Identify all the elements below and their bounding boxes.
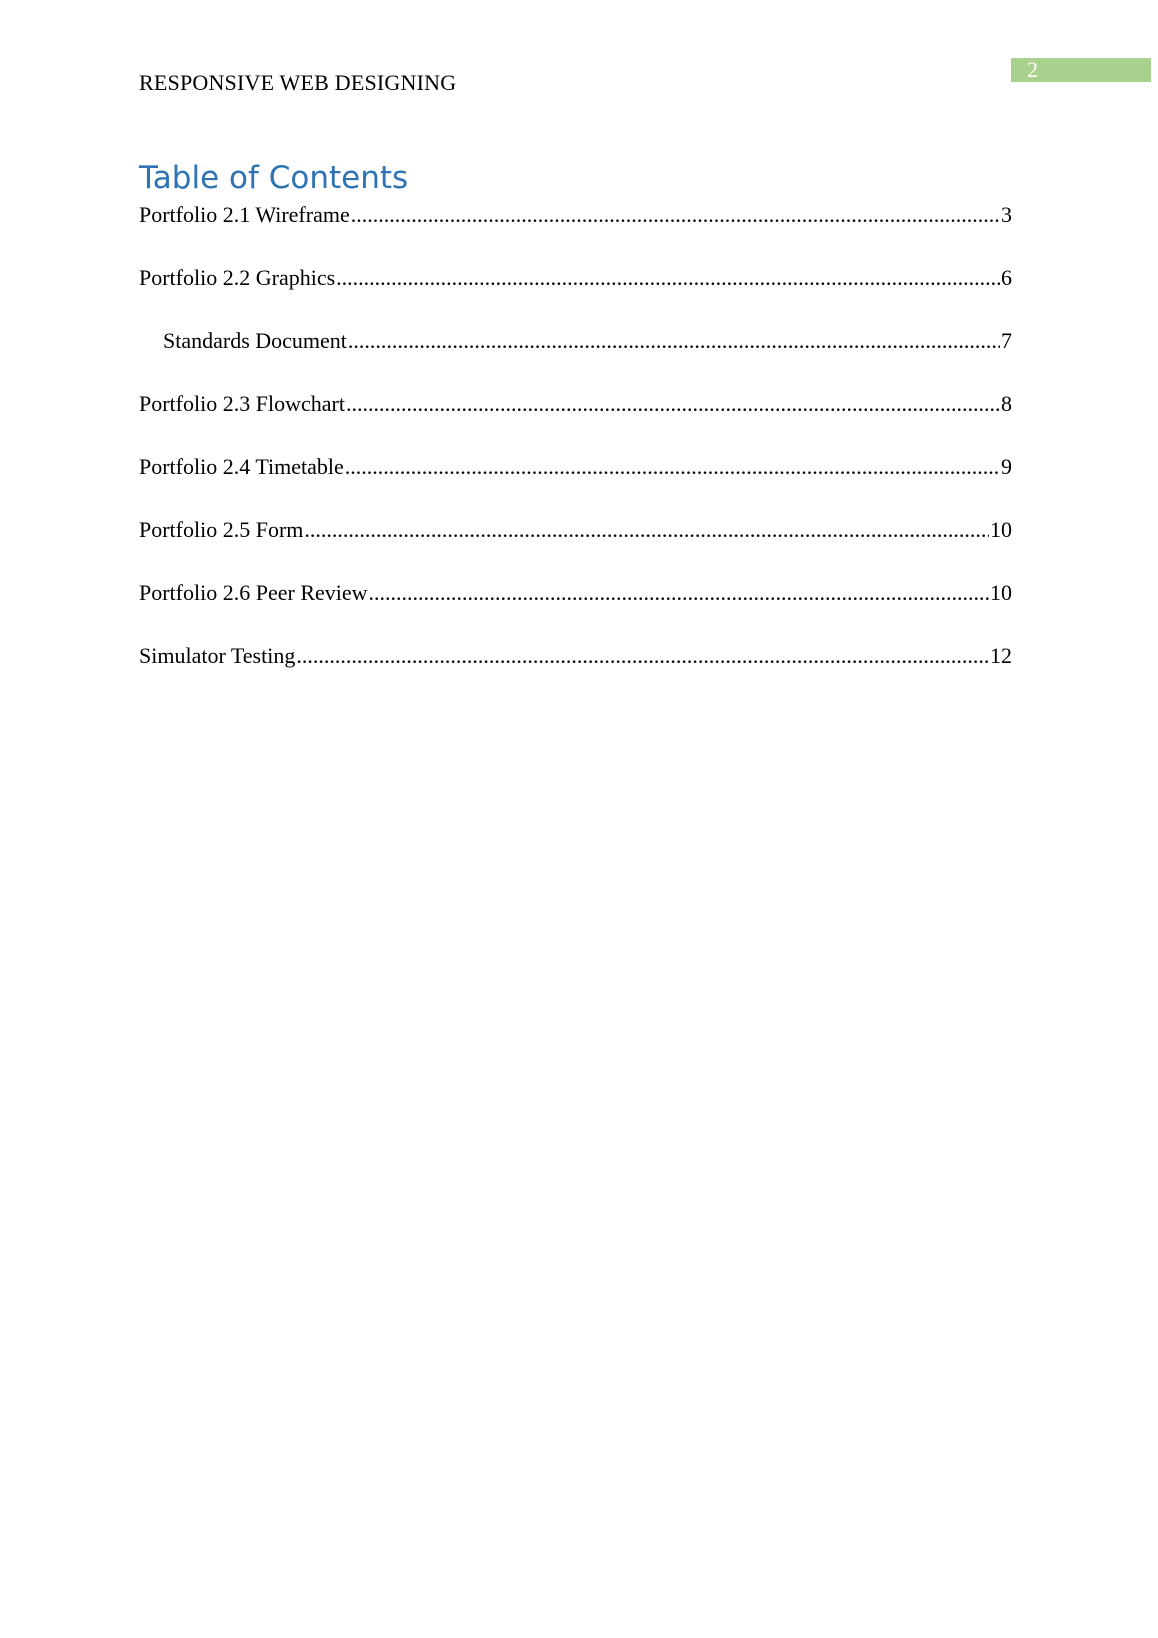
- toc-dot-leader: [348, 326, 1000, 356]
- toc-entry-label: Portfolio 2.3 Flowchart: [139, 391, 345, 416]
- toc-dot-leader: [346, 389, 1000, 419]
- toc-entry-page: 8: [1001, 391, 1012, 416]
- toc-dot-leader: [369, 578, 989, 608]
- toc-dot-leader: [345, 452, 1000, 482]
- toc-entry-label: Portfolio 2.5 Form: [139, 517, 304, 542]
- toc-entry-label: Portfolio 2.2 Graphics: [139, 265, 336, 290]
- toc-entry-page: 7: [1001, 328, 1012, 353]
- toc-dot-leader: [304, 515, 989, 545]
- toc-entry-label: Portfolio 2.1 Wireframe: [139, 202, 350, 227]
- toc-dot-leader: [336, 263, 1000, 293]
- toc-entry-portfolio-2-5-form[interactable]: [139, 515, 1012, 578]
- toc-entry-page: 10: [990, 580, 1012, 605]
- toc-entry-portfolio-2-1-wireframe[interactable]: [139, 200, 1012, 263]
- toc-dot-leader: [296, 641, 989, 671]
- toc-entry-page: 3: [1001, 202, 1012, 227]
- toc-dot-leader: [351, 200, 1000, 230]
- toc-entry-page: 6: [1001, 265, 1012, 290]
- toc-list: [139, 200, 1012, 704]
- toc-entry-portfolio-2-2-graphics[interactable]: [139, 263, 1012, 326]
- toc-entry-page: 9: [1001, 454, 1012, 479]
- page-number: 2: [1027, 57, 1038, 82]
- toc-entry-page: 12: [990, 643, 1012, 668]
- toc-entry-portfolio-2-6-peer-review[interactable]: [139, 578, 1012, 641]
- running-header: RESPONSIVE WEB DESIGNING: [139, 70, 457, 95]
- toc-entry-label: Standards Document: [163, 328, 347, 353]
- toc-entry-portfolio-2-4-timetable[interactable]: [139, 452, 1012, 515]
- toc-entry-simulator-testing[interactable]: [139, 641, 1012, 704]
- toc-entry-portfolio-2-3-flowchart[interactable]: [139, 389, 1012, 452]
- toc-title: Table of Contents: [139, 160, 409, 196]
- toc-entry-label: Portfolio 2.4 Timetable: [139, 454, 344, 479]
- toc-entry-label: Simulator Testing: [139, 643, 296, 668]
- page-number-badge: [1011, 58, 1151, 82]
- toc-entry-page: 10: [990, 517, 1012, 542]
- toc-entry-standards-document[interactable]: [139, 326, 1012, 389]
- toc-entry-label: Portfolio 2.6 Peer Review: [139, 580, 368, 605]
